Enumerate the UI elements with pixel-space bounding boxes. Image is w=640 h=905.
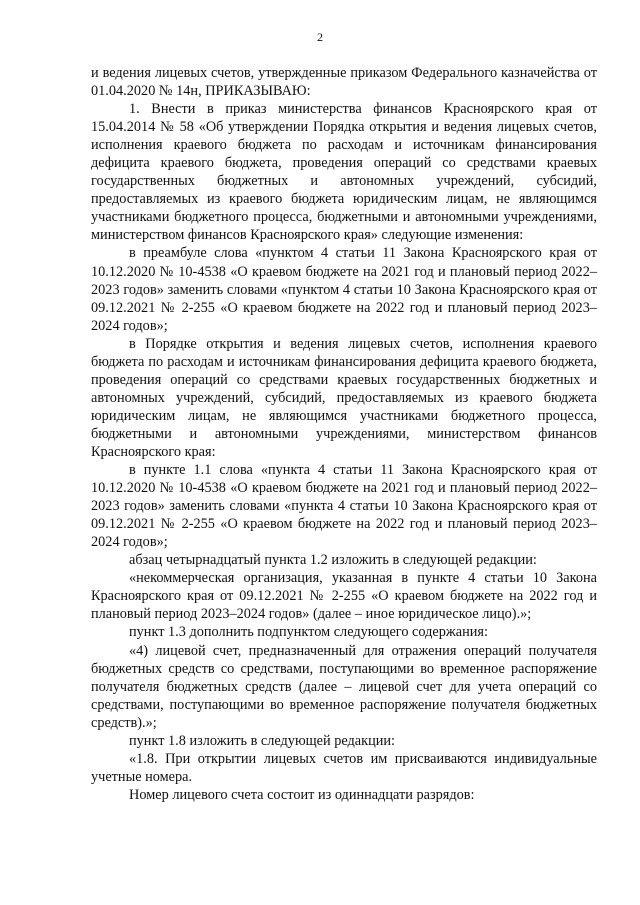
paragraph-7: «некоммерческая организация, указанная в пункте 4 статьи 10 Закона Красноярского края от 09.12.2021 № 2-255 «О краевом бюджете на 2022 год и плановый период 2023–2024 годов» (далее – иное юридическое лицо).»;: [91, 570, 597, 623]
paragraph-12: Номер лицевого счета состоит из одиннадцати разрядов:: [129, 786, 475, 803]
page-number: 2: [317, 30, 323, 44]
paragraph-5: в пункте 1.1 слова «пункта 4 статьи 11 Закона Красноярского края от 10.12.2020 № 10-4538 «О краевом бюджете на 2021 год и плановый период 2022–2023 годов» заменить словами «пункта 4 статьи 10 Закона Красноярского края от 09.12.2021 № 2-255 «О краевом бюджете на 2022 год и плановый период 2023–2024 годов»;: [91, 462, 597, 551]
paragraph-1: и ведения лицевых счетов, утвержденные приказом Федерального казначейства от 01.04.2020 № 14н, ПРИКАЗЫВАЮ:: [91, 65, 597, 100]
paragraph-10: пункт 1.8 изложить в следующей редакции:: [129, 732, 396, 749]
paragraph-9: «4) лицевой счет, предназначенный для отражения операций получателя бюджетных средств со средствами, поступающими во временное распоряжение получателя бюджетных средств (далее – лицевой счет для учета операций со средствами, поступающими во временное распоряжение получателя бюджетных средств).»;: [91, 642, 597, 731]
paragraph-3: в преамбуле слова «пунктом 4 статьи 11 Закона Красноярского края от 10.12.2020 № 10-4538 «О краевом бюджете на 2021 год и плановый период 2022–2023 годов» заменить словами «пунктом 4 статьи 10 Закона Красноярского края от 09.12.2021 № 2-255 «О краевом бюджете на 2022 год и плановый период 2023–2024 годов»;: [91, 245, 597, 334]
paragraph-8: пункт 1.3 дополнить подпунктом следующего содержания:: [129, 624, 488, 641]
document-body: [91, 64, 597, 804]
paragraph-2: 1. Внести в приказ министерства финансов Красноярского края от 15.04.2014 № 58 «Об утверждении Порядка открытия и ведения лицевых счетов, исполнения краевого бюджета по расходам и источникам финансирования дефицита краевого бюджета, проведения операций со средствами краевых государственных бюджетных и автономных учреждений, субсидий, предоставляемых из краевого бюджета юридическим лицам, не являющимся участниками бюджетного процесса, бюджетными и автономными учреждениями, министерством финансов Красноярского края» следующие изменения:: [91, 101, 597, 244]
paragraph-11: «1.8. При открытии лицевых счетов им присваиваются индивидуальные учетные номера.: [91, 750, 597, 785]
paragraph-4: в Порядке открытия и ведения лицевых счетов, исполнения краевого бюджета по расходам и источникам финансирования дефицита краевого бюджета, проведения операций со средствами краевых государственных бюджетных и автономных учреждений, субсидий, предоставляемых из краевого бюджета юридическим лицам, не являющимся участниками бюджетного процесса, бюджетными и автономными учреждениями, министерством финансов Красноярского края:: [91, 335, 597, 460]
paragraph-6: абзац четырнадцатый пункта 1.2 изложить в следующей редакции:: [129, 552, 537, 569]
